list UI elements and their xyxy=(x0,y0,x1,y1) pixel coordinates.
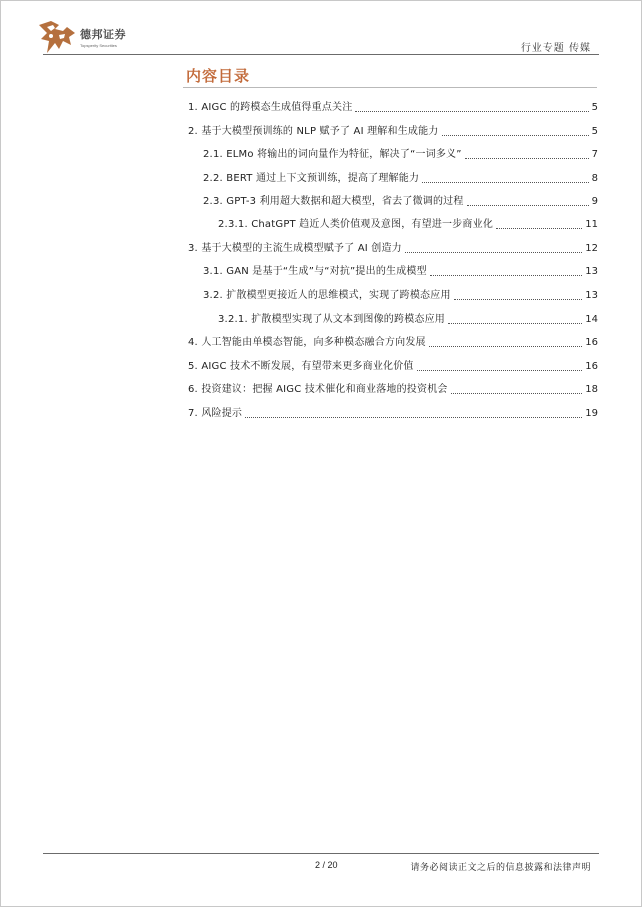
toc-entry-label: 2.3. GPT-3 利用超大数据和超大模型，省去了微调的过程 xyxy=(203,196,464,207)
griffin-logo-icon xyxy=(37,19,77,55)
toc-title: 内容目录 xyxy=(186,67,251,85)
toc-entry-label: 7. 风险提示 xyxy=(188,408,243,419)
title-divider xyxy=(183,87,597,88)
toc-page-number: 19 xyxy=(585,408,598,419)
toc-page-number: 9 xyxy=(591,196,598,207)
toc-dot-leader xyxy=(496,228,582,229)
report-section-label: 行业专题 传媒 xyxy=(520,43,591,54)
footer-divider xyxy=(43,853,599,854)
header-divider xyxy=(43,54,599,55)
toc-page-number: 5 xyxy=(591,102,598,113)
toc-dot-leader xyxy=(245,417,582,418)
toc-page-number: 5 xyxy=(591,126,598,137)
toc-dot-leader xyxy=(454,299,583,300)
toc-page-number: 11 xyxy=(585,219,598,230)
toc-page-number: 7 xyxy=(591,149,598,160)
toc-entry[interactable] xyxy=(203,290,598,302)
toc-entry-label: 2.2. BERT 通过上下文预训练，提高了理解能力 xyxy=(203,173,420,184)
toc-page-number: 13 xyxy=(585,290,598,301)
toc-page-number: 18 xyxy=(585,384,598,395)
page-indicator: 2 / 20 xyxy=(315,860,338,870)
toc-dot-leader xyxy=(442,135,589,136)
toc-entry[interactable] xyxy=(188,337,598,349)
toc-entry[interactable] xyxy=(203,173,598,185)
toc-page-number: 16 xyxy=(585,361,598,372)
toc-entry[interactable] xyxy=(218,219,598,231)
toc-dot-leader xyxy=(467,205,589,206)
toc-dot-leader xyxy=(465,158,589,159)
toc-entry[interactable] xyxy=(218,314,598,326)
toc-dot-leader xyxy=(429,346,583,347)
toc-entry-label: 1. AIGC 的跨模态生成值得重点关注 xyxy=(188,102,353,113)
toc-entry[interactable] xyxy=(203,266,598,278)
toc-dot-leader xyxy=(451,393,583,394)
toc-entry[interactable] xyxy=(203,196,598,208)
company-logo xyxy=(37,19,126,55)
toc-entry-label: 6. 投资建议：把握 AIGC 技术催化和商业落地的投资机会 xyxy=(188,384,448,395)
toc-page-number: 16 xyxy=(585,337,598,348)
toc-dot-leader xyxy=(405,252,582,253)
logo-english-name: Topsperity Securities xyxy=(80,43,117,48)
toc-page-number: 12 xyxy=(585,243,598,254)
toc-entry[interactable] xyxy=(188,126,598,138)
toc-dot-leader xyxy=(448,323,582,324)
toc-dot-leader xyxy=(422,182,588,183)
toc-entry[interactable] xyxy=(203,149,598,161)
toc-dot-leader xyxy=(355,111,588,112)
toc-entry-label: 4. 人工智能由单模态智能，向多种模态融合方向发展 xyxy=(188,337,426,348)
toc-entry-label: 5. AIGC 技术不断发展，有望带来更多商业化价值 xyxy=(188,361,414,372)
toc-entry-label: 3. 基于大模型的主流生成模型赋予了 AI 创造力 xyxy=(188,243,402,254)
toc-entry-label: 3.2. 扩散模型更接近人的思维模式，实现了跨模态应用 xyxy=(203,290,451,301)
toc-entry[interactable] xyxy=(188,243,598,255)
toc-entry[interactable] xyxy=(188,408,598,420)
toc-dot-leader xyxy=(430,275,582,276)
toc-entry-label: 2.1. ELMo 将输出的词向量作为特征，解决了“一词多义” xyxy=(203,149,462,160)
toc-entry-label: 3.2.1. 扩散模型实现了从文本到图像的跨模态应用 xyxy=(218,314,446,325)
toc-dot-leader xyxy=(417,370,583,371)
toc-page-number: 13 xyxy=(585,266,598,277)
toc-entry-label: 3.1. GAN 是基于“生成”与“对抗”提出的生成模型 xyxy=(203,266,427,277)
toc-entry[interactable] xyxy=(188,384,598,396)
toc-entry-label: 2.3.1. ChatGPT 趋近人类价值观及意图，有望进一步商业化 xyxy=(218,219,494,230)
logo-chinese-name: 德邦证券 xyxy=(80,28,126,41)
toc-page-number: 14 xyxy=(585,314,598,325)
toc-entry[interactable] xyxy=(188,361,598,373)
toc-page-number: 8 xyxy=(591,173,598,184)
toc-entry-label: 2. 基于大模型预训练的 NLP 赋予了 AI 理解和生成能力 xyxy=(188,126,439,137)
toc-entry[interactable] xyxy=(188,102,598,114)
legal-disclaimer: 请务必阅读正文之后的信息披露和法律声明 xyxy=(410,863,591,873)
